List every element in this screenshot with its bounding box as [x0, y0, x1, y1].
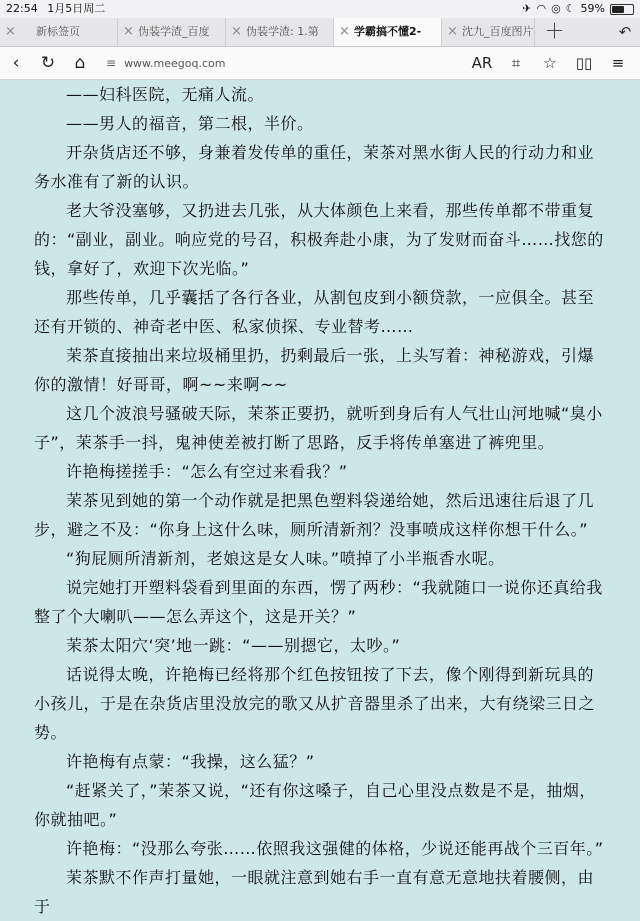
- paragraph: 这几个波浪号骚破天际，茉茶正要扔，就听到身后有人气壮山河地喊“臭小子”，茉茶手一抖，鬼神使差被打断了思路，反手将传单塞进了裤兜里。: [34, 404, 603, 452]
- book-icon[interactable]: ▯▯: [575, 54, 593, 72]
- star-icon[interactable]: ☆: [543, 54, 557, 72]
- paragraph: 话说得太晚，许艳梅已经将那个红色按钮按了下去，像个刚得到新玩具的小孩儿，于是在杂货店里没放完的歌又从扩音器里杀了出来，大有绕梁三日之势。: [34, 665, 596, 742]
- paragraph: 开杂货店还不够，身兼着发传单的重任，茉茶对黑水街人民的行动力和业务水准有了新的认识。: [34, 143, 595, 191]
- battery-fill: [612, 6, 624, 13]
- status-icons: [522, 0, 634, 18]
- wifi-icon: ◠: [536, 2, 547, 15]
- paragraph: 说完她打开塑料袋看到里面的东西，愣了两秒：“我就随口一说你还真给我整了个大喇叭——怎么弄这个，这是开关？”: [34, 578, 603, 626]
- article-content: [0, 80, 640, 916]
- tab-label: 学霸搞不懂2-: [354, 25, 422, 38]
- toolbar-right: [468, 54, 640, 72]
- ar-button[interactable]: AR: [471, 54, 493, 72]
- close-tab-icon[interactable]: ×: [447, 24, 458, 39]
- address-bar[interactable]: [96, 56, 468, 70]
- tab-images[interactable]: [442, 18, 535, 46]
- paragraph: ——妇科医院，无痛人流。: [66, 85, 265, 104]
- paragraph: 老大爷没塞够，又扔进去几张，从大体颜色上来看，那些传单都不带重复的：“副业，副业。响应党的号召，积极奔赴小康，为了发财而奋斗……找您的钱，拿好了，欢迎下次光临。”: [34, 201, 604, 278]
- browser-toolbar: [0, 47, 640, 80]
- list-icon: ≡: [106, 56, 117, 70]
- tab-chapter[interactable]: [226, 18, 334, 46]
- paragraph: 许艳梅有点蒙：“我操，这么猛？”: [66, 752, 315, 771]
- tab-search-1[interactable]: [118, 18, 226, 46]
- tab-label: 沈九_百度图片: [462, 25, 534, 38]
- tab-label: 伪装学渣_百度: [138, 25, 210, 38]
- close-tab-icon[interactable]: ×: [231, 24, 242, 39]
- paragraph: 茉茶直接抽出来垃圾桶里扔，扔剩最后一张，上头写着：神秘游戏，引爆你的激情！好哥哥，啊~~来啊~~: [34, 346, 595, 394]
- tab-new-tab[interactable]: [0, 18, 118, 46]
- status-time-date: [6, 0, 105, 18]
- paragraph: 那些传单，几乎囊括了各行各业，从割包皮到小额贷款，一应俱全。甚至还有开锁的、神奇老中医、私家侦探、专业替考……: [34, 288, 595, 336]
- paragraph: 茉茶默不作声打量她，一眼就注意到她右手一直有意无意地扶着腰侧，由于: [34, 868, 595, 916]
- orientation-lock-icon: ◎: [551, 2, 561, 15]
- back-icon[interactable]: ‹: [12, 53, 20, 73]
- battery-percent: 59%: [580, 2, 605, 15]
- paragraph: “狗屁厕所清新剂，老娘这是女人味。”喷掉了小半瓶香水呢。: [66, 549, 505, 568]
- paragraph: 许艳梅：“没那么夸张……依照我这强健的体格，少说还能再战个三百年。”: [66, 839, 604, 858]
- status-bar: [0, 0, 640, 18]
- close-tab-icon[interactable]: ×: [339, 24, 350, 39]
- moon-icon: ☾: [565, 2, 576, 15]
- status-date: 1月5日周二: [47, 2, 106, 15]
- tab-bar: [0, 18, 640, 47]
- paragraph: ——男人的福音，第二根，半价。: [66, 114, 314, 133]
- url-text: www.meegoq.com: [124, 56, 226, 70]
- paragraph: 茉茶太阳穴‘突’地一跳：“——别摁它，太吵。”: [66, 636, 401, 655]
- new-tab-plus-icon[interactable]: ＋: [544, 19, 565, 43]
- close-tab-icon[interactable]: ×: [5, 24, 16, 39]
- paragraph: “赶紧关了，”茉茶又说，“还有你这嗓子，自己心里没点数是不是，抽烟，你就抽吧。”: [34, 781, 596, 829]
- paragraph: 许艳梅搓搓手：“怎么有空过来看我？”: [66, 462, 348, 481]
- tab-label: 伪装学渣: 1.第: [246, 25, 319, 38]
- status-time: 22:54: [6, 2, 38, 15]
- close-tab-icon[interactable]: ×: [123, 24, 134, 39]
- tab-active[interactable]: [334, 18, 442, 46]
- more-icon[interactable]: ≡: [611, 54, 625, 72]
- paragraph: 茉茶见到她的第一个动作就是把黑色塑料袋递给她，然后迅速往后退了几步，避之不及：“你身上这什么味，厕所清新剂？没事喷成这样你想干什么。”: [34, 491, 595, 539]
- tab-label: 新标签页: [36, 25, 80, 38]
- home-icon[interactable]: ⌂: [74, 53, 86, 73]
- reload-icon[interactable]: ↻: [40, 53, 56, 73]
- tabs-overview-icon[interactable]: ↶: [618, 23, 632, 41]
- battery-icon: [610, 4, 634, 15]
- scan-icon[interactable]: ⌗: [511, 54, 521, 72]
- airplane-icon: ✈: [522, 2, 532, 15]
